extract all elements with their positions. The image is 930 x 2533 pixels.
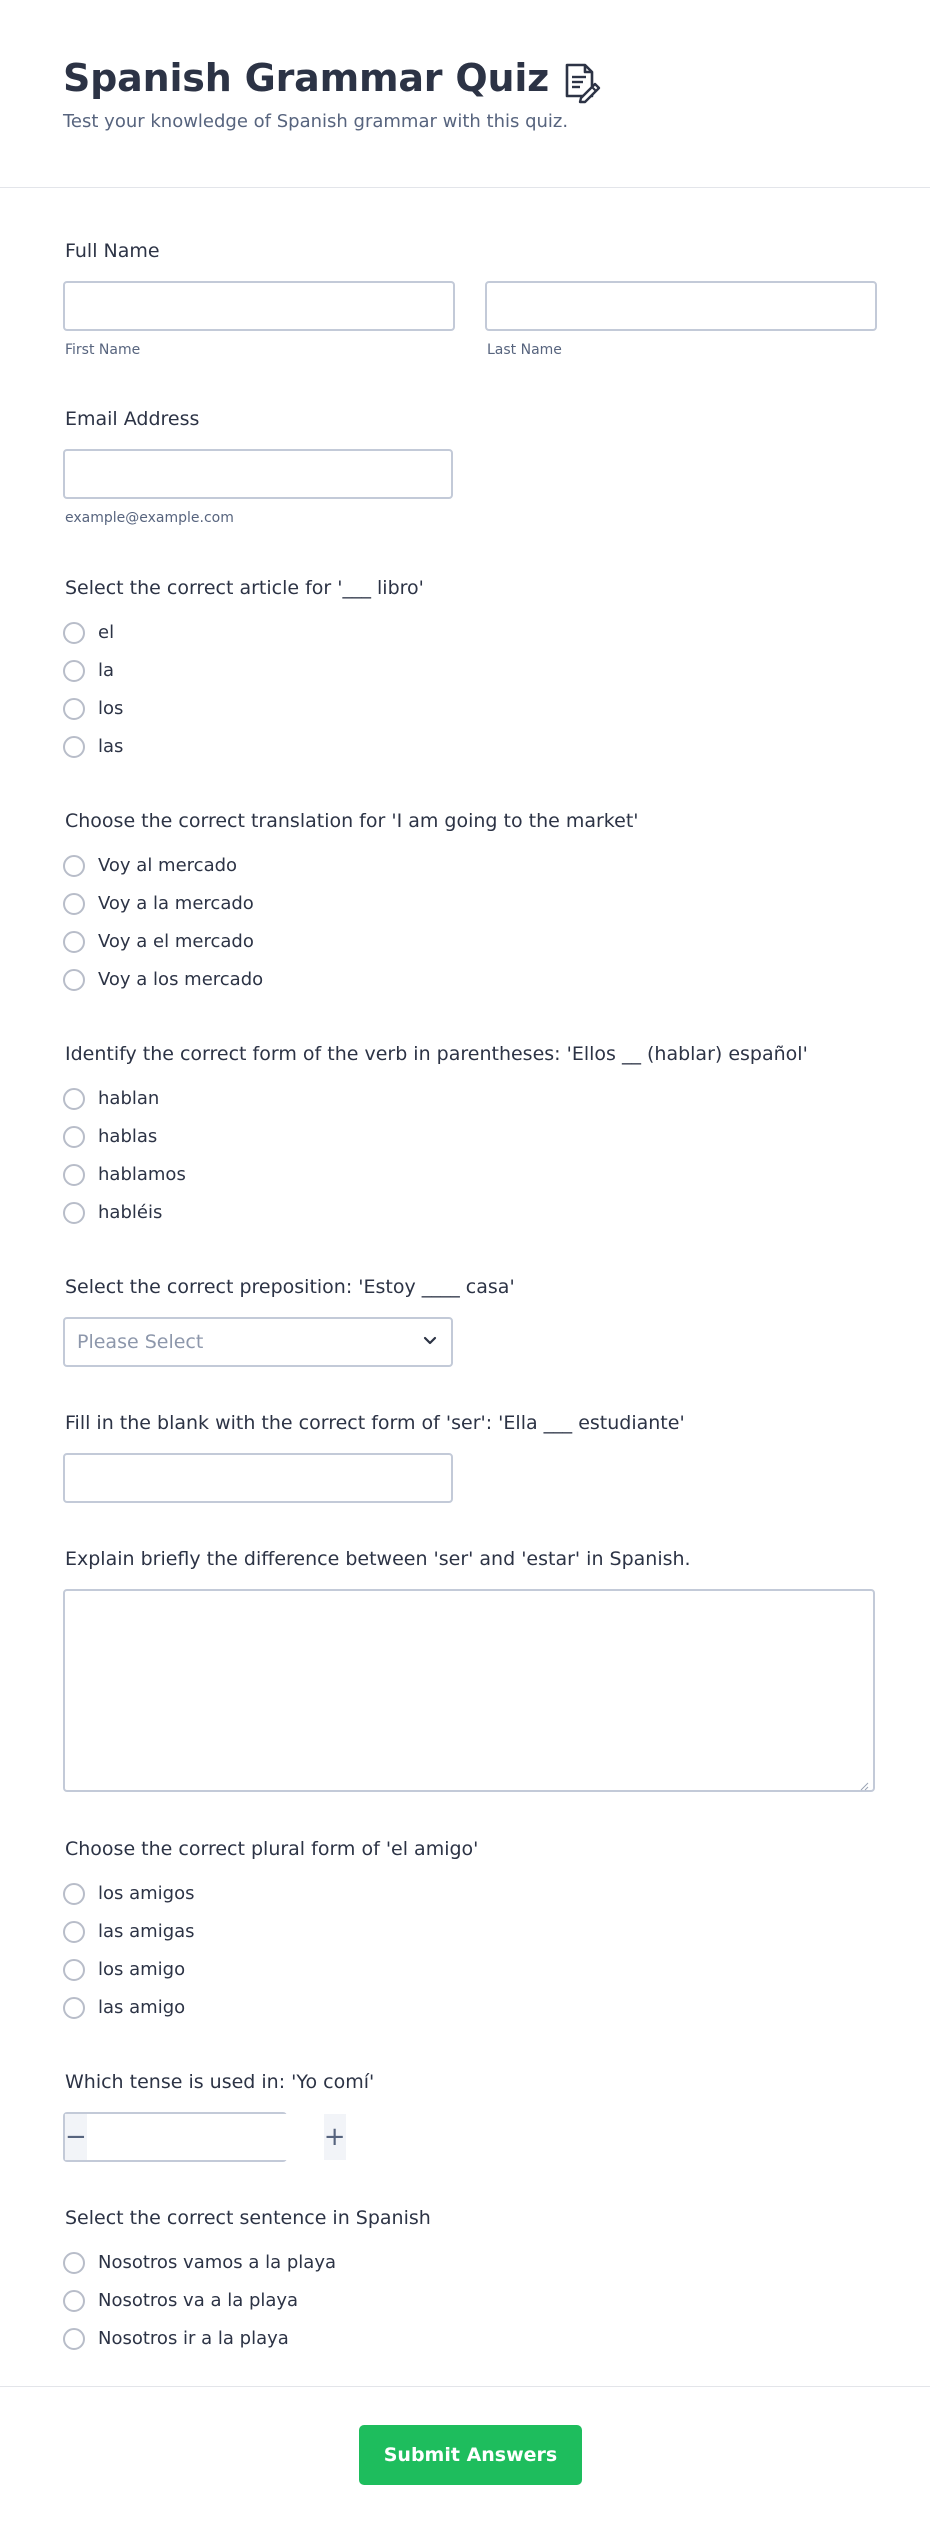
verb-form-options — [63, 1080, 875, 1232]
option-label: hablas — [98, 1126, 158, 1147]
article-question-label: Select the correct article for '___ libro' — [65, 577, 424, 599]
radio-button[interactable] — [63, 1164, 85, 1186]
plural-option-2[interactable] — [63, 1913, 875, 1951]
preposition-dropdown[interactable] — [63, 1317, 453, 1367]
option-label: Voy a el mercado — [98, 931, 254, 952]
verb-form-question-label: Identify the correct form of the verb in parentheses: 'Ellos __ (hablar) español' — [65, 1043, 808, 1065]
last-name-sublabel: Last Name — [487, 342, 562, 358]
radio-button[interactable] — [63, 1997, 85, 2019]
radio-button[interactable] — [63, 660, 85, 682]
translation-question — [63, 809, 875, 999]
article-question — [63, 576, 875, 766]
verb-option-hablan[interactable] — [63, 1080, 875, 1118]
radio-button[interactable] — [63, 698, 85, 720]
plural-option-3[interactable] — [63, 1951, 875, 1989]
tense-question-label: Which tense is used in: 'Yo comí' — [65, 2071, 375, 2093]
radio-button[interactable] — [63, 931, 85, 953]
option-label: hablamos — [98, 1164, 186, 1185]
article-option-la[interactable] — [63, 652, 875, 690]
verb-option-hablamos[interactable] — [63, 1156, 875, 1194]
option-label: las amigo — [98, 1997, 186, 2018]
article-option-los[interactable] — [63, 690, 875, 728]
form-footer — [0, 2386, 930, 2533]
option-label: Nosotros va a la playa — [98, 2290, 299, 2311]
radio-button[interactable] — [63, 736, 85, 758]
full-name-label: Full Name — [65, 240, 160, 262]
email-input[interactable] — [63, 449, 453, 499]
stepper-input[interactable] — [87, 2114, 324, 2160]
verb-option-hablas[interactable] — [63, 1118, 875, 1156]
option-label: las amigas — [98, 1921, 195, 1942]
first-name-input[interactable] — [63, 281, 455, 331]
ser-answer-input[interactable] — [63, 1453, 453, 1503]
option-label: Voy al mercado — [98, 855, 238, 876]
radio-button[interactable] — [63, 1126, 85, 1148]
submit-button[interactable]: Submit Answers — [359, 2425, 582, 2485]
last-name-group — [485, 281, 877, 359]
radio-button[interactable] — [63, 893, 85, 915]
sentence-question — [63, 2206, 875, 2358]
verb-form-question — [63, 1042, 875, 1232]
email-question — [63, 407, 875, 527]
form-title-text: Spanish Grammar Quiz — [63, 56, 550, 100]
plural-option-1[interactable] — [63, 1875, 875, 1913]
plural-question-label: Choose the correct plural form of 'el amigo' — [65, 1838, 479, 1860]
plural-option-4[interactable] — [63, 1989, 875, 2027]
radio-button[interactable] — [63, 2328, 85, 2350]
translation-options — [63, 847, 875, 999]
option-label: Voy a la mercado — [98, 893, 254, 914]
full-name-question — [63, 239, 875, 359]
option-label: Nosotros ir a la playa — [98, 2328, 289, 2349]
option-label: las — [98, 736, 124, 757]
translation-option-1[interactable] — [63, 847, 875, 885]
email-label: Email Address — [65, 408, 200, 430]
radio-button[interactable] — [63, 969, 85, 991]
tense-question — [63, 2070, 875, 2162]
option-label: hablan — [98, 1088, 160, 1109]
ser-estar-question — [63, 1547, 875, 1792]
article-option-las[interactable] — [63, 728, 875, 766]
option-label: habléis — [98, 1202, 163, 1223]
plural-options — [63, 1875, 875, 2027]
chevron-down-icon — [421, 1331, 439, 1353]
ser-estar-question-label: Explain briefly the difference between 'ser' and 'estar' in Spanish. — [65, 1548, 691, 1570]
sentence-option-2[interactable] — [63, 2282, 875, 2320]
radio-button[interactable] — [63, 1088, 85, 1110]
email-sublabel: example@example.com — [65, 510, 234, 526]
ser-question-label: Fill in the blank with the correct form of 'ser': 'Ella ___ estudiante' — [65, 1412, 685, 1434]
radio-button[interactable] — [63, 622, 85, 644]
option-label: los amigos — [98, 1883, 195, 1904]
article-options — [63, 614, 875, 766]
first-name-group — [63, 281, 455, 359]
full-name-row — [63, 281, 875, 359]
preposition-question — [63, 1275, 875, 1367]
last-name-input[interactable] — [485, 281, 877, 331]
radio-button[interactable] — [63, 1883, 85, 1905]
decrement-button[interactable]: − — [65, 2114, 87, 2160]
option-label: los — [98, 698, 124, 719]
option-label: Voy a los mercado — [98, 969, 264, 990]
sentence-question-label: Select the correct sentence in Spanish — [65, 2207, 431, 2229]
radio-button[interactable] — [63, 1202, 85, 1224]
radio-button[interactable] — [63, 2290, 85, 2312]
dropdown-placeholder: Please Select — [77, 1331, 204, 1353]
preposition-question-label: Select the correct preposition: 'Estoy ____ casa' — [65, 1276, 515, 1298]
document-writing-icon — [559, 60, 603, 104]
option-label: la — [98, 660, 115, 681]
translation-option-3[interactable] — [63, 923, 875, 961]
plural-question — [63, 1837, 875, 2027]
form-title — [63, 50, 867, 106]
radio-button[interactable] — [63, 1921, 85, 1943]
ser-question — [63, 1411, 875, 1503]
option-label: Nosotros vamos a la playa — [98, 2252, 337, 2273]
ser-estar-textarea[interactable] — [63, 1589, 875, 1792]
first-name-sublabel: First Name — [65, 342, 141, 358]
sentence-option-3[interactable] — [63, 2320, 875, 2358]
increment-button[interactable]: + — [324, 2114, 346, 2160]
sentence-option-1[interactable] — [63, 2244, 875, 2282]
option-label: el — [98, 622, 115, 643]
verb-option-hableis[interactable] — [63, 1194, 875, 1232]
option-label: los amigo — [98, 1959, 186, 1980]
radio-button[interactable] — [63, 1959, 85, 1981]
translation-option-4[interactable] — [63, 961, 875, 999]
resize-handle-icon[interactable] — [859, 1776, 869, 1786]
form-subtitle: Test your knowledge of Spanish grammar with this quiz. — [63, 111, 569, 132]
form-header — [0, 0, 930, 188]
radio-button[interactable] — [63, 2252, 85, 2274]
radio-button[interactable] — [63, 855, 85, 877]
translation-question-label: Choose the correct translation for 'I am going to the market' — [65, 810, 639, 832]
translation-option-2[interactable] — [63, 885, 875, 923]
sentence-options — [63, 2244, 875, 2358]
article-option-el[interactable] — [63, 614, 875, 652]
tense-stepper — [63, 2112, 346, 2162]
